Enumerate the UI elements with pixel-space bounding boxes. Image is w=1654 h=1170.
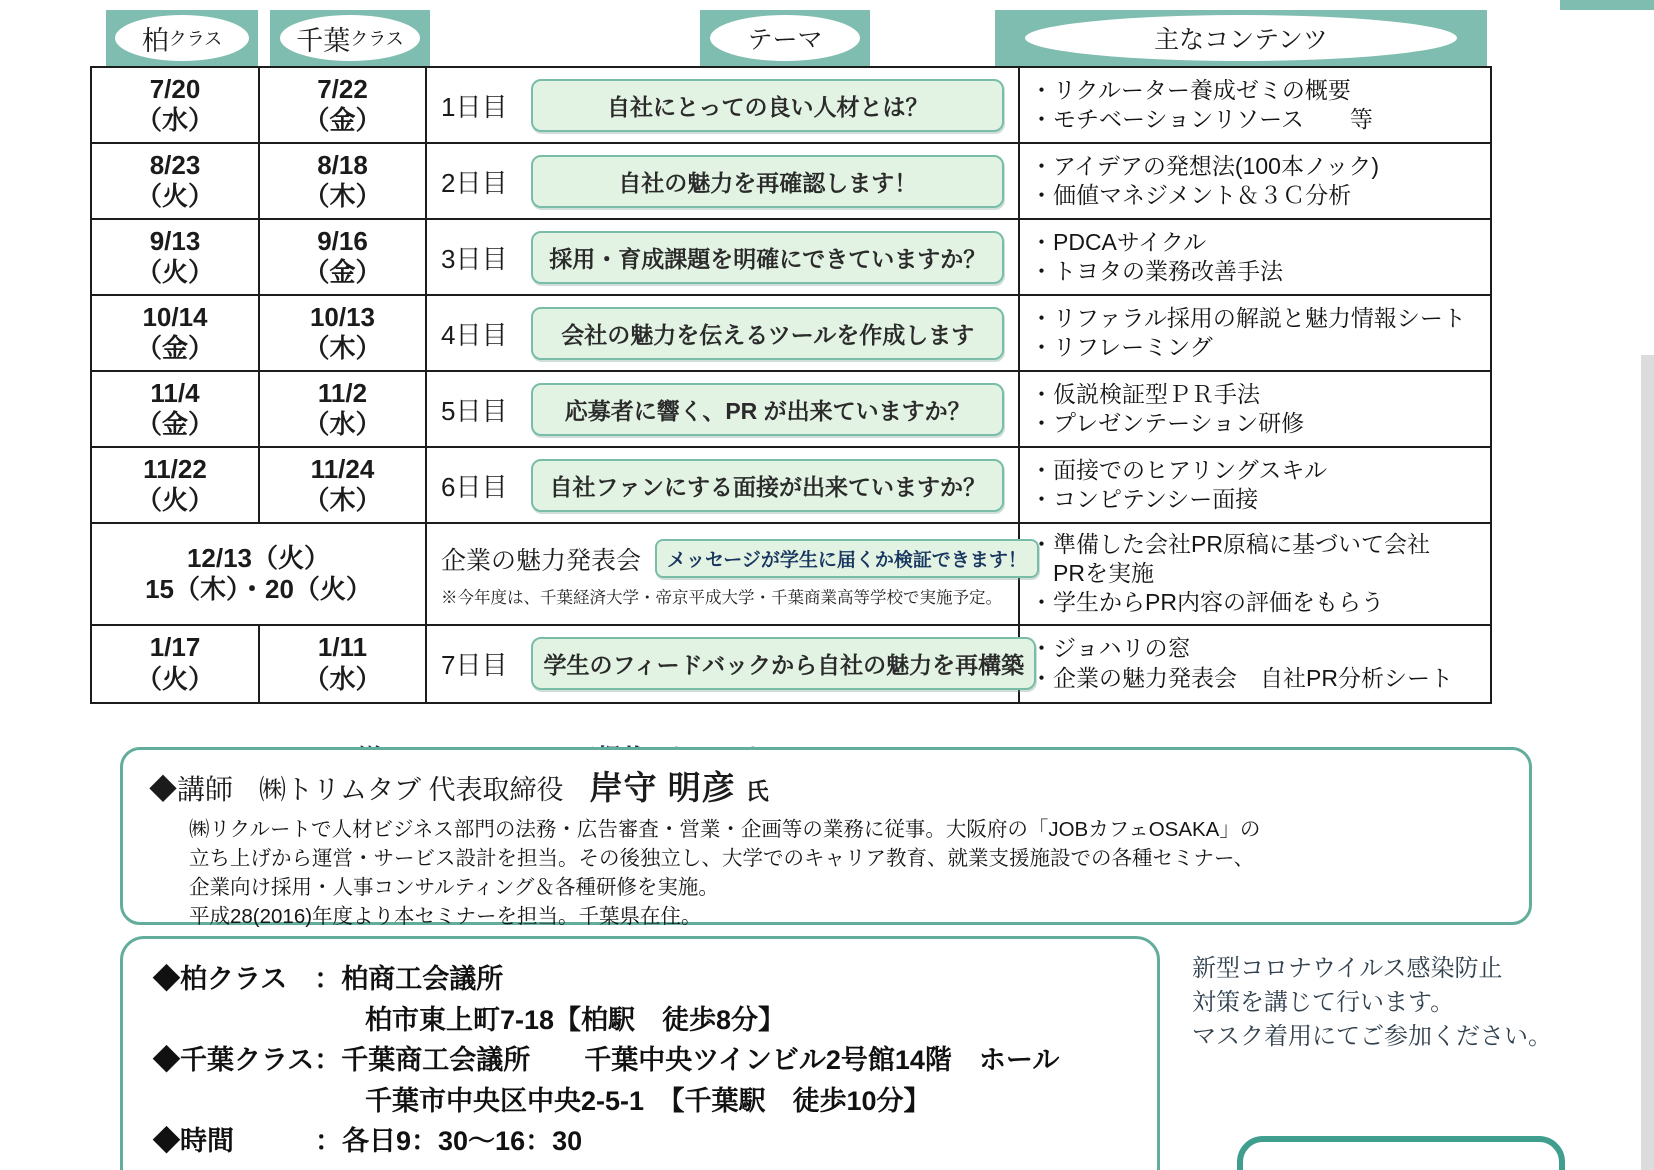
header-chiba-class [270,10,430,66]
content-line: ・トヨタの業務改善手法 [1030,258,1283,284]
kashiwa-date-cell [92,68,260,144]
theme-pill: 学生のフィードバックから自社の魅力を再構築 [531,637,1036,690]
contents-cell [1020,144,1490,220]
scan-artifact-strip [1641,355,1654,1170]
contents-cell [1020,296,1490,372]
content-line: ・ジョハリの窓 [1030,635,1191,662]
contents-cell [1020,372,1490,448]
date-value: 11/22 [143,453,207,484]
theme-cell [427,626,1025,702]
contents-cell [1020,220,1490,296]
content-line: ・面接でのヒアリングスキル [1030,456,1328,483]
date-weekday: （火） [135,181,214,211]
day-label: 4日目 [441,319,508,350]
presentation-dates-cell [92,524,427,626]
content-line: ・コンピテンシー面接 [1030,486,1259,512]
chiba-date-cell [260,372,427,448]
presentation-note: ※今年度は、千葉経済大学・帝京平成大学・千葉商業高等学校で実施予定。 [441,589,1002,608]
date-value: 1/11 [317,632,368,663]
lecturer-bio [189,815,1503,931]
date-value: 10/13 [309,301,376,332]
theme-pill: 自社にとっての良い人材とは？ [531,79,1004,132]
theme-cell [427,220,1020,296]
date-value: 7/22 [317,73,368,104]
theme-ellipse: テーマ [710,15,860,61]
lecturer-company: ㈱トリムタブ 代表取締役 [259,775,564,805]
lecturer-name: 岸守 明彦 [589,769,736,806]
content-line: ・リファラル採用の解説と魅力情報シート [1030,304,1466,331]
header-theme [700,10,870,66]
chiba-date-cell [260,220,427,296]
date-value: 9/13 [149,225,201,256]
theme-pill: 会社の魅力を伝えるツールを作成します [531,307,1004,360]
bio-line: 平成28(2016)年度より本セミナーを担当。千葉県在住。 [189,905,702,929]
day-label: 1日目 [441,91,508,122]
kashiwa-date-cell [92,626,260,702]
chiba-date-cell [260,626,427,702]
chiba-date-cell [260,144,427,220]
venue-box [120,936,1160,1170]
contents-cell [1020,626,1490,702]
bio-line: 立ち上げから運営・サービス設計を担当。その後独立し、大学でのキャリア教育、就業支援施設での各種セミナー、 [189,847,1255,871]
chiba-date-cell [260,296,427,372]
theme-pill: 自社の魅力を再確認します！ [531,155,1004,208]
date-weekday: （金） [303,105,382,135]
content-line: ・準備した会社PR原稿に基づいて会社 [1030,531,1430,557]
kashiwa-date-cell [92,220,260,296]
content-line: ・プレゼンテーション研修 [1030,410,1305,436]
header-main-contents [995,10,1487,66]
date-weekday: （火） [135,257,214,287]
kashiwa-class-label: 柏 [141,25,169,56]
theme-pill: 応募者に響く、PR が出来ていますか？ [531,383,1004,436]
theme-cell [427,68,1020,144]
lecturer-box [120,747,1532,929]
date-value: 9/16 [317,225,368,256]
lecturer-heading-label: ◆講師 [149,774,234,805]
contents-cell [1020,524,1490,626]
date-weekday: （金） [135,333,214,363]
date-value: 11/2 [317,377,368,408]
kashiwa-date-cell [92,372,260,448]
kashiwa-class-sublabel: クラス [168,29,223,49]
date-weekday: （水） [303,663,382,694]
date-value: 1/17 [149,632,201,663]
date-weekday: （金） [135,409,214,439]
venue-chiba-address: 千葉市中央区中央2-5-1 【千葉駅 徒歩10分】 [365,1085,931,1116]
date-weekday: （水） [135,105,214,135]
date-line: 12/13（火） [186,542,331,573]
date-value: 8/18 [317,149,368,180]
content-line: ・学生からPR内容の評価をもらう [1030,589,1384,616]
content-line: ・仮説検証型ＰＲ手法 [1030,380,1260,407]
main-contents-ellipse: 主なコンテンツ [1025,15,1458,61]
content-line: PRを実施 [1030,560,1154,587]
day-label: 5日目 [441,395,508,426]
date-value: 8/23 [149,149,201,180]
date-weekday: （火） [135,485,214,515]
lecturer-heading [149,762,1503,809]
presentation-theme-cell [427,524,1027,626]
theme-pill: 自社ファンにする面接が出来ていますか？ [531,459,1004,512]
kashiwa-date-cell [92,448,260,524]
cutoff-bottom-right-box [1237,1136,1565,1170]
theme-cell [427,296,1020,372]
covid-line: マスク着用にてご参加ください。 [1192,1023,1552,1051]
day-label: 6日目 [441,471,508,502]
date-value: 10/14 [142,301,208,332]
presentation-label: 企業の魅力発表会 [441,546,642,575]
content-line: ・リフレーミング [1030,334,1213,360]
day-label: 3日目 [441,243,508,274]
bio-line: 企業向け採用・人事コンサルティング＆各種研修を実施。 [189,876,719,900]
chiba-class-sublabel: クラス [350,29,404,49]
date-value: 11/4 [150,377,200,408]
lecturer-name-suffix: 氏 [745,778,769,804]
contents-cell [1020,68,1490,144]
covid-notice [1192,952,1552,1054]
venue-time-line: ◆時間 ：各日9：30～16：30 [153,1126,583,1156]
header-kashiwa-class [106,10,258,66]
theme-cell [427,144,1020,220]
date-value: 7/20 [149,73,201,104]
date-value: 11/24 [310,453,375,484]
presentation-badge: メッセージが学生に届くか検証できます！ [655,539,1039,578]
chiba-date-cell [260,448,427,524]
venue-kashiwa-address: 柏市東上町7-18【柏駅 徒歩8分】 [365,1004,786,1035]
kashiwa-class-ellipse [115,15,249,61]
schedule-table [90,66,1492,704]
date-weekday: （木） [303,333,382,363]
chiba-date-cell [260,68,427,144]
date-line: 15（木）・20（火） [145,573,372,604]
kashiwa-date-cell [92,144,260,220]
bio-line: ㈱リクルートで人材ビジネス部門の法務・広告審査・営業・企画等の業務に従事。大阪府の「JOBカフェOSAKA」の [189,818,1261,841]
venue-chiba-line: ◆千葉クラス：千葉商工会議所 千葉中央ツインビル2号館14階 ホール [153,1045,1060,1075]
day-label: 7日目 [441,650,508,681]
date-weekday: （火） [135,663,214,694]
content-line: ・価値マネジメント＆３Ｃ分析 [1030,182,1352,208]
covid-line: 新型コロナウイルス感染防止 [1192,955,1503,982]
contents-cell [1020,448,1490,524]
content-line: ・モチベーションリソース 等 [1030,106,1373,132]
day-label: 2日目 [441,167,508,198]
date-weekday: （木） [303,181,382,211]
content-line: ・企業の魅力発表会 自社PR分析シート [1030,664,1453,691]
theme-cell [427,448,1020,524]
venue-kashiwa-line: ◆柏クラス ：柏商工会議所 [153,964,504,994]
content-line: ・PDCAサイクル [1030,228,1207,255]
content-line: ・アイデアの発想法(100本ノック) [1030,152,1380,179]
content-line: ・リクルーター養成ゼミの概要 [1030,76,1351,103]
kashiwa-date-cell [92,296,260,372]
top-edge-teal-sliver [1560,0,1654,10]
covid-line: 対策を講じて行います。 [1192,989,1455,1017]
presentation-header-row [441,539,1039,578]
date-weekday: （金） [303,257,382,287]
date-weekday: （水） [303,409,382,439]
chiba-class-label: 千葉 [296,25,351,56]
theme-pill: 採用・育成課題を明確にできていますか？ [531,231,1004,284]
chiba-class-ellipse [280,15,421,61]
date-weekday: （木） [303,485,382,515]
theme-cell [427,372,1020,448]
